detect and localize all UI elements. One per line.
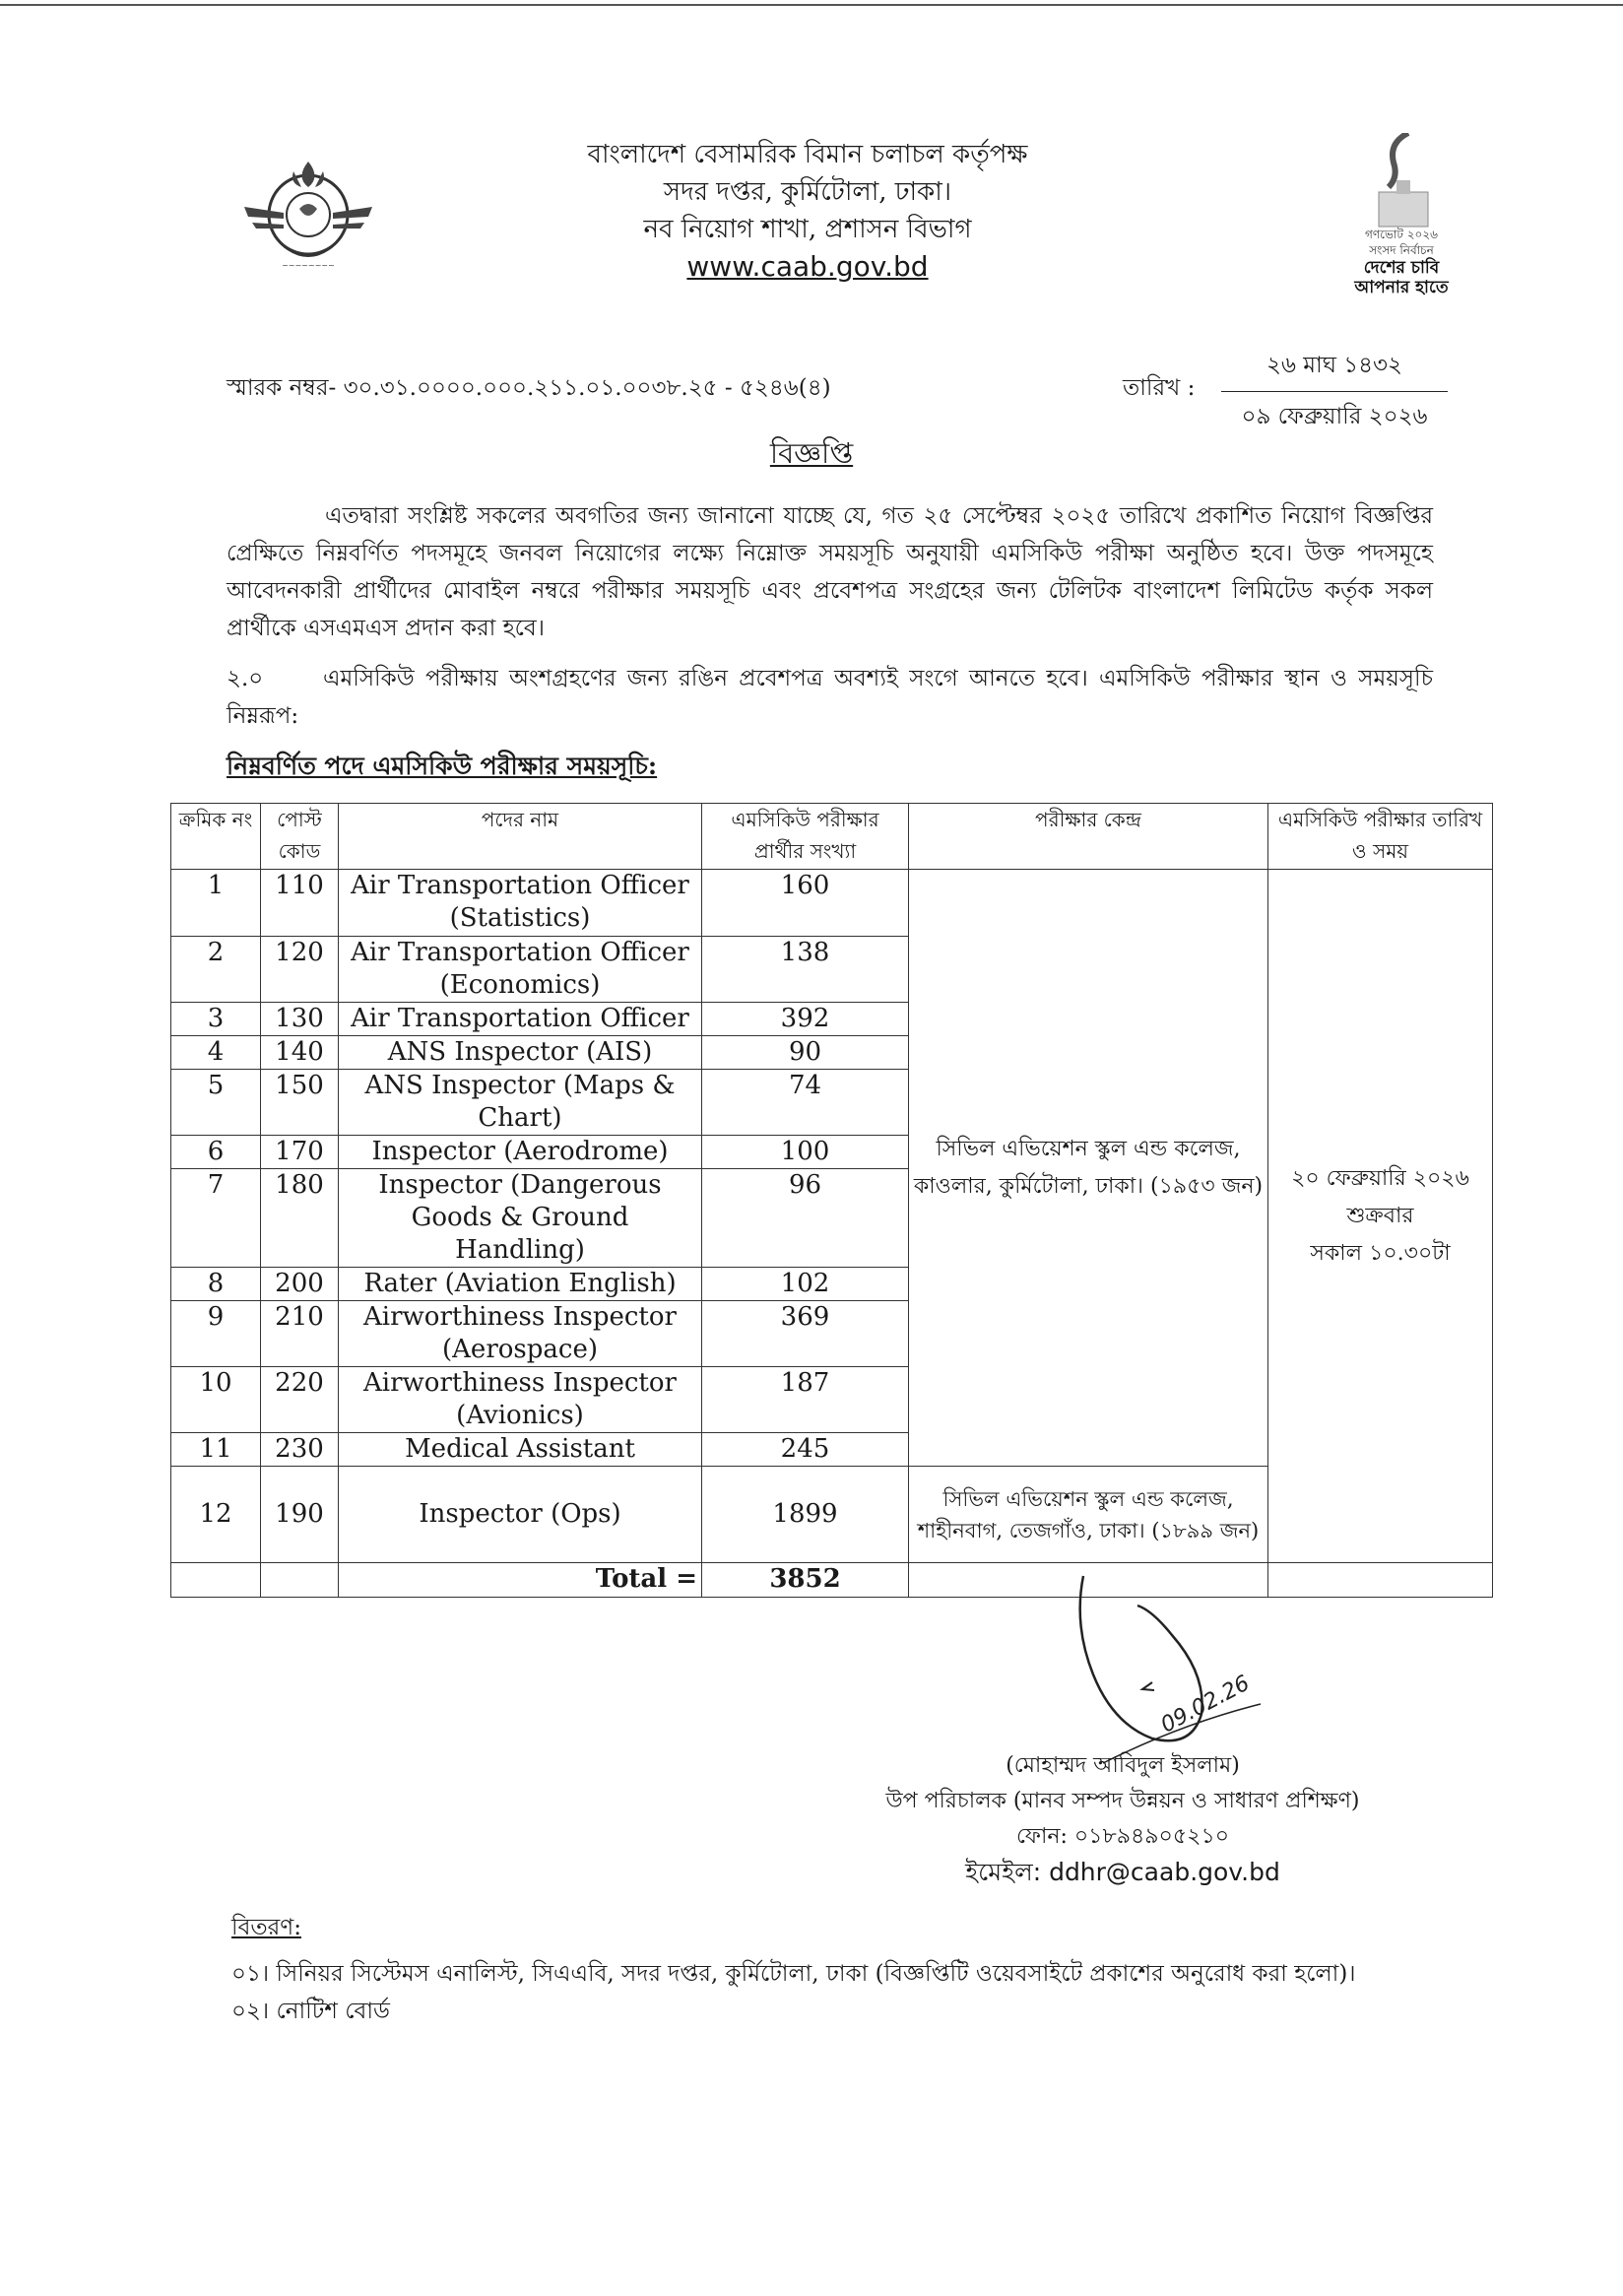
- row-post-code: 210: [261, 1301, 339, 1367]
- election-line-4: আপনার হাতে: [1354, 278, 1449, 297]
- memo-number: স্মারক নম্বর- ৩০.৩১.০০০০.০০০.২১১.০১.০০৩৮.২৫ - ৫২৪৬(৪): [227, 375, 831, 401]
- row-serial: 9: [171, 1301, 261, 1367]
- signer-designation: উপ পরিচালক (মানব সম্পদ উন্নয়ন ও সাধারণ প্রশিক্ষণ): [885, 1789, 1360, 1813]
- row-serial: 1: [171, 870, 261, 937]
- row-post-name: Air Transportation Officer (Statistics): [339, 870, 702, 937]
- organization-header: [552, 136, 1064, 286]
- table-row: [171, 870, 1493, 937]
- exam-schedule-table: [170, 803, 1493, 1598]
- row-post-code: 200: [261, 1268, 339, 1301]
- org-department: নব নিয়োগ শাখা, প্রশাসন বিভাগ: [643, 215, 972, 244]
- row-serial: 6: [171, 1136, 261, 1169]
- row-post-name: Medical Assistant: [339, 1433, 702, 1467]
- date-block: [1221, 347, 1448, 436]
- row-serial: 12: [171, 1467, 261, 1563]
- header-center: পরীক্ষার কেন্দ্র: [909, 804, 1268, 870]
- header-post-name: পদের নাম: [339, 804, 702, 870]
- row-candidates: 160: [702, 870, 909, 937]
- notice-title-text: বিজ্ঞপ্তি: [769, 436, 854, 470]
- table-header-row: [171, 804, 1493, 870]
- row-candidates: 100: [702, 1136, 909, 1169]
- row-post-code: 180: [261, 1169, 339, 1268]
- row-candidates: 392: [702, 1003, 909, 1036]
- total-value: 3852: [702, 1563, 909, 1598]
- election-line-3: দেশের চাবি: [1363, 258, 1440, 278]
- date-label: তারিখ :: [1123, 375, 1196, 401]
- row-serial: 2: [171, 937, 261, 1003]
- top-border: [0, 4, 1623, 6]
- signer-email: ইমেইল: ddhr@caab.gov.bd: [965, 1858, 1280, 1886]
- election-line-1: গণভোট ২০২৬: [1365, 228, 1438, 241]
- row-post-code: 230: [261, 1433, 339, 1467]
- notice-paragraph-2: [227, 660, 1433, 735]
- row-serial: 11: [171, 1433, 261, 1467]
- distribution-title: বিতরণ:: [231, 1915, 301, 1940]
- paragraph-number: ২.০: [227, 666, 264, 691]
- header-serial: ক্রমিক নং: [171, 804, 261, 870]
- row-post-code: 140: [261, 1036, 339, 1070]
- row-post-code: 110: [261, 870, 339, 937]
- org-address: সদর দপ্তর, কুর্মিটোলা, ঢাকা।: [663, 177, 952, 207]
- row-post-code: 190: [261, 1467, 339, 1563]
- exam-date: ২০ ফেব্রুয়ারি ২০২৬: [1291, 1165, 1469, 1191]
- row-post-name: ANS Inspector (AIS): [339, 1036, 702, 1070]
- total-label: Total =: [339, 1563, 702, 1598]
- signature-date: 09.02.26: [1156, 1671, 1255, 1738]
- row-post-name: Inspector (Aerodrome): [339, 1136, 702, 1169]
- signer-block: [847, 1748, 1398, 1890]
- row-serial: 8: [171, 1268, 261, 1301]
- election-slogan: [1347, 227, 1456, 297]
- list-item: ০১। সিনিয়র সিস্টেমস এনালিস্ট, সিএএবি, সদর দপ্তর, কুর্মিটোলা, ঢাকা (বিজ্ঞপ্তিটি ওয়েবসাইটে প্রকাশের অনুরোধ করা হলো)।: [231, 1961, 1356, 1987]
- header-candidates: এমসিকিউ পরীক্ষার প্রার্থীর সংখ্যা: [702, 804, 909, 870]
- date-bangla: ২৬ মাঘ ১৪৩২: [1221, 347, 1448, 392]
- exam-center-1: সিভিল এভিয়েশন স্কুল এন্ড কলেজ, কাওলার, কুর্মিটোলা, ঢাকা। (১৯৫৩ জন): [909, 870, 1268, 1467]
- election-line-2: সংসদ নির্বাচন: [1369, 243, 1434, 257]
- org-name: বাংলাদেশ বেসামরিক বিমান চলাচল কর্তৃপক্ষ: [587, 140, 1028, 169]
- row-post-code: 170: [261, 1136, 339, 1169]
- row-post-name: Airworthiness Inspector (Avionics): [339, 1367, 702, 1433]
- total-empty-cell: [171, 1563, 261, 1598]
- row-post-name: Inspector (Ops): [339, 1467, 702, 1563]
- row-serial: 3: [171, 1003, 261, 1036]
- notice-title: [0, 431, 1623, 480]
- row-post-code: 130: [261, 1003, 339, 1036]
- row-candidates: 1899: [702, 1467, 909, 1563]
- row-post-name: Air Transportation Officer (Economics): [339, 937, 702, 1003]
- row-post-name: ANS Inspector (Maps & Chart): [339, 1070, 702, 1136]
- header-datetime: এমসিকিউ পরীক্ষার তারিখ ও সময়: [1268, 804, 1493, 870]
- list-item: ০২। নোটিশ বোর্ড: [231, 1999, 390, 2024]
- row-serial: 5: [171, 1070, 261, 1136]
- exam-time: সকাল ১০.৩০টা: [1310, 1240, 1451, 1266]
- row-serial: 7: [171, 1169, 261, 1268]
- row-serial: 10: [171, 1367, 261, 1433]
- caab-logo-icon: [234, 148, 382, 276]
- row-candidates: 369: [702, 1301, 909, 1367]
- row-post-name: Air Transportation Officer: [339, 1003, 702, 1036]
- header-post-code: পোস্ট কোড: [261, 804, 339, 870]
- exam-center-2: সিভিল এভিয়েশন স্কুল এন্ড কলেজ, শাহীনবাগ, তেজগাঁও, ঢাকা। (১৮৯৯ জন): [909, 1467, 1268, 1563]
- row-candidates: 90: [702, 1036, 909, 1070]
- exam-datetime: [1268, 870, 1493, 1563]
- svg-text:~~~~~~~~: ~~~~~~~~: [282, 261, 335, 270]
- paragraph-2-text: এমসিকিউ পরীক্ষায় অংশগ্রহণের জন্য রঙিন প্রবেশপত্র অবশ্যই সংগে আনতে হবে। এমসিকিউ পরীক্ষার স্থান ও সময়সূচি নিম্নরূপ:: [227, 666, 1433, 729]
- row-post-name: Airworthiness Inspector (Aerospace): [339, 1301, 702, 1367]
- row-post-name: Inspector (Dangerous Goods & Ground Handling): [339, 1169, 702, 1268]
- schedule-title: নিম্নবর্ণিত পদে এমসিকিউ পরীক্ষার সময়সূচি:: [227, 752, 658, 780]
- row-candidates: 138: [702, 937, 909, 1003]
- row-candidates: 74: [702, 1070, 909, 1136]
- row-candidates: 102: [702, 1268, 909, 1301]
- row-post-code: 220: [261, 1367, 339, 1433]
- row-candidates: 187: [702, 1367, 909, 1433]
- row-serial: 4: [171, 1036, 261, 1070]
- signer-phone: ফোন: ০১৮৯৪৯০৫২১০: [1015, 1824, 1230, 1849]
- total-empty-cell: [261, 1563, 339, 1598]
- notice-paragraph-1: এতদ্বারা সংশ্লিষ্ট সকলের অবগতির জন্য জানানো যাচ্ছে যে, গত ২৫ সেপ্টেম্বর ২০২৫ তারিখে প্রকাশিত নিয়োগ বিজ্ঞপ্তির প্রেক্ষিতে নিম্নবর্ণিত পদসমূহে জনবল নিয়োগের লক্ষ্যে নিম্নোক্ত সময়সূচি অনুযায়ী এমসিকিউ পরীক্ষা অনুষ্ঠিত হবে। উক্ত পদসমূহে আবেদনকারী প্রার্থীদের মোবাইল নম্বরে পরীক্ষার সময়সূচি এবং প্রবেশপত্র সংগ্রহের জন্য টেলিটক বাংলাদেশ লিমিটেড কর্তৃক সকল প্রার্থীকে এসএমএস প্রদান করা হবে।: [227, 503, 1433, 641]
- row-post-name: Rater (Aviation English): [339, 1268, 702, 1301]
- row-candidates: 245: [702, 1433, 909, 1467]
- row-post-code: 120: [261, 937, 339, 1003]
- date-gregorian: ০৯ ফেব্রুয়ারি ২০২৬: [1241, 404, 1428, 429]
- website-link[interactable]: www.caab.gov.bd: [686, 250, 929, 283]
- exam-day: শুক্রবার: [1346, 1203, 1414, 1228]
- signer-name: (মোহাম্মদ আবিদুল ইসলাম): [1006, 1753, 1240, 1778]
- row-candidates: 96: [702, 1169, 909, 1268]
- row-post-code: 150: [261, 1070, 339, 1136]
- distribution-list: [231, 1955, 1512, 2030]
